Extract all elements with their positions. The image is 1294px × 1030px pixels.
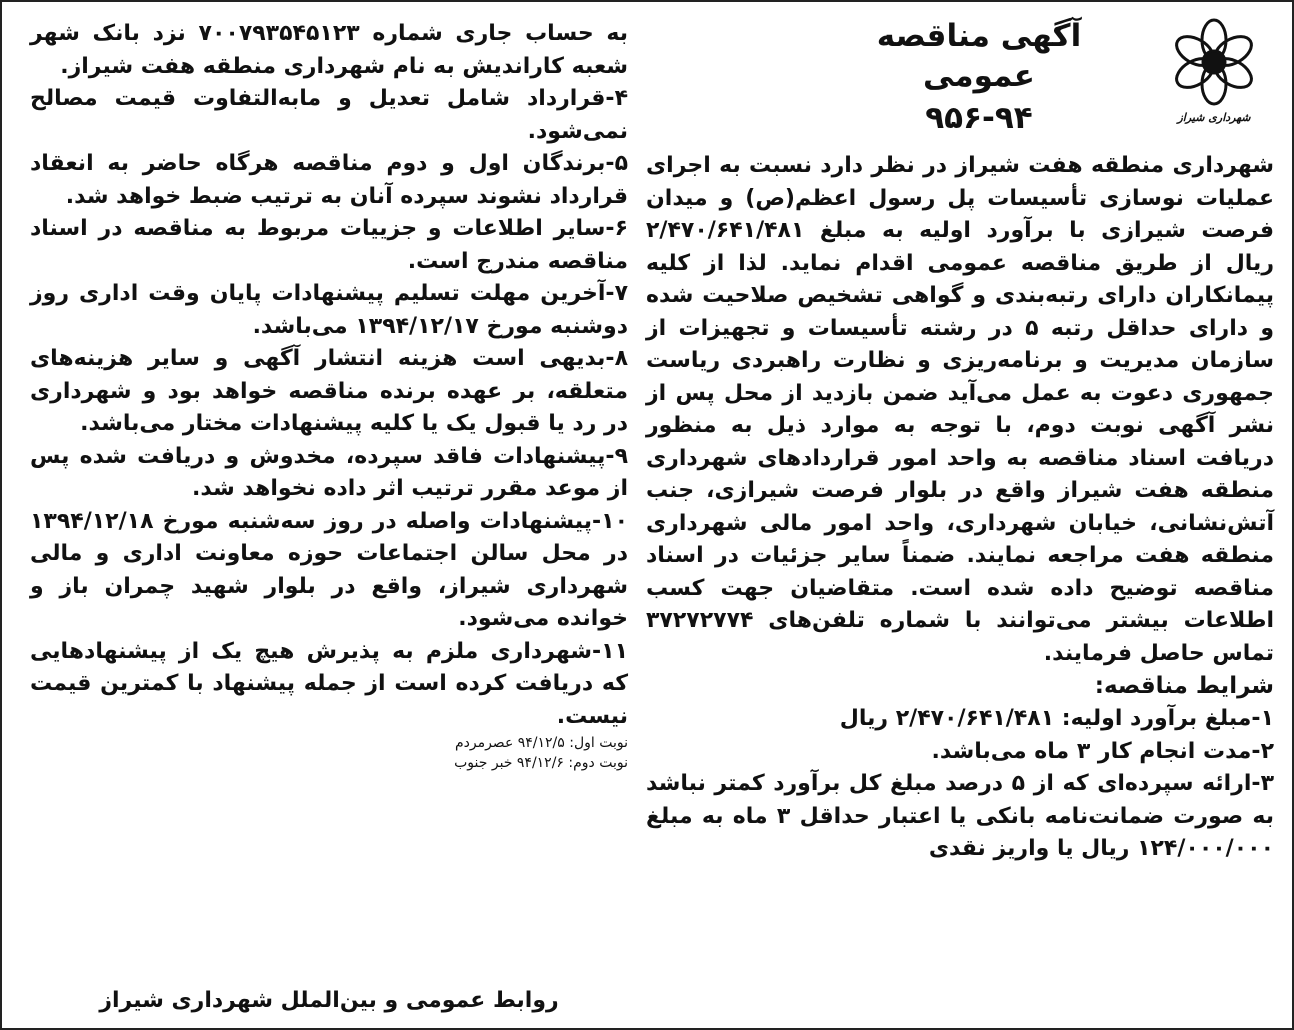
condition-1: ۱-مبلغ برآورد اولیه: ۲/۴۷۰/۶۴۱/۴۸۱ ریال: [839, 706, 1274, 731]
publication-second: نوبت دوم: ۹۴/۱۲/۶ خبر جنوب: [454, 755, 628, 771]
condition-3-continued: به حساب جاری شماره ۷۰۰۷۹۳۵۴۵۱۲۳ نزد بانک شهر شعبه کاراندیش به نام شهرداری منطقه هفت شیراز.: [30, 21, 629, 79]
condition-10: ۱۰-پیشنهادات واصله در روز سه‌شنبه مورخ ۱۳۹۴/۱۲/۱۸ در محل سالن اجتماعات حوزه معاونت اداری و مالی شهرداری شیراز، واقع در بلوار شهید چمران باز و خوانده می‌شود.: [30, 508, 628, 631]
condition-9: ۹-پیشنهادات فاقد سپرده، مخدوش و دریافت شده پس از موعد مقرر ترتیب اثر داده نخواهد شد.: [30, 443, 628, 501]
condition-2: ۲-مدت انجام کار ۳ ماه می‌باشد.: [931, 738, 1274, 764]
footer-signature: روابط عمومی و بین‌الملل شهرداری شیراز: [99, 988, 559, 1013]
condition-6: ۶-سایر اطلاعات و جزییات مربوط به مناقصه در اسناد مناقصه مندرج است.: [30, 216, 628, 274]
condition-11: ۱۱-شهرداری ملزم به پذیرش هیچ یک از پیشنهادهایی که دریافت کرده است از جمله پیشنهاد با کمترین قیمت نیست.: [30, 638, 628, 729]
condition-5: ۵-برندگان اول و دوم مناقصه هرگاه حاضر به انعقاد قرارداد نشوند سپرده آنان به ترتیب ضبط خواهد شد.: [30, 151, 628, 209]
left-column: [30, 18, 628, 1022]
condition-4: ۴-قرارداد شامل تعدیل و مابه‌التفاوت قیمت مصالح نمی‌شود.: [30, 86, 628, 144]
logo-caption: شهرداری شیراز: [1177, 111, 1251, 124]
title-block: [834, 16, 1124, 138]
notice-number: ۹۵۶-۹۴: [925, 100, 1033, 136]
notice-intro: شهرداری منطقه هفت شیراز در نظر دارد نسبت به اجرای عملیات نوسازی تأسیسات پل رسول اعظم(ص) و میدان فرصت شیرازی با برآورد اولیه به مبلغ ۲/۴۷۰/۶۴۱/۴۸۱ ریال از طریق مناقصه عمومی اقدام نماید. لذا از کلیه پیمانکاران دارای رتبه‌بندی و گواهی تشخیص صلاحیت شده و دارای حداقل رتبه ۵ در رشته تأسیسات و تجهیزات از سازمان مدیریت و برنامه‌ریزی و نظارت راهبردی ریاست جمهوری دعوت به عمل می‌آید ضمن بازدید از محل پس از نشر آگهی نوبت دوم، با توجه به موارد ذیل به منظور دریافت اسناد مناقصه به واحد امور قراردادهای شهرداری منطقه هفت شیراز واقع در بلوار فرصت شیرازی، جنب آتش‌نشانی، خیابان شهرداری، واحد امور مالی شهرداری منطقه هفت مراجعه نمایند. ضمناً سایر جزئیات در اسناد مناقصه توضیح داده شده است. متقاضیان جهت کسب اطلاعات بیشتر می‌توانند با شماره تلفن‌های ۳۷۲۷۲۷۷۴ تماس حاصل فرمایند.: [646, 153, 1274, 666]
condition-8: ۸-بدیهی است هزینه انتشار آگهی و سایر هزینه‌های متعلقه، بر عهده برنده مناقصه خواهد بود و شهرداری در رد یا قبول یک یا کلیه پیشنهادات مختار می‌باشد.: [30, 346, 628, 436]
notice-header: [646, 10, 1274, 150]
condition-7: ۷-آخرین مهلت تسلیم پیشنهادات پایان وقت اداری روز دوشنبه مورخ ۱۳۹۴/۱۲/۱۷ می‌باشد.: [30, 281, 628, 339]
shiraz-municipality-logo: [1158, 16, 1270, 124]
notice-title: آگهی مناقصه عمومی: [876, 18, 1082, 94]
flower-logo-icon: [1158, 16, 1270, 124]
condition-3: ۳-ارائه سپرده‌ای که از ۵ درصد مبلغ کل برآورد کمتر نباشد به صورت ضمانت‌نامه بانکی یا اعتبار حداقل ۳ ماه به مبلغ ۱۲۴/۰۰۰/۰۰۰ ریال یا واریز نقدی: [646, 771, 1275, 861]
right-column: [646, 10, 1274, 1022]
conditions-title: شرایط مناقصه:: [1094, 673, 1274, 699]
publication-first: نوبت اول: ۹۴/۱۲/۵ عصرمردم: [454, 735, 628, 751]
